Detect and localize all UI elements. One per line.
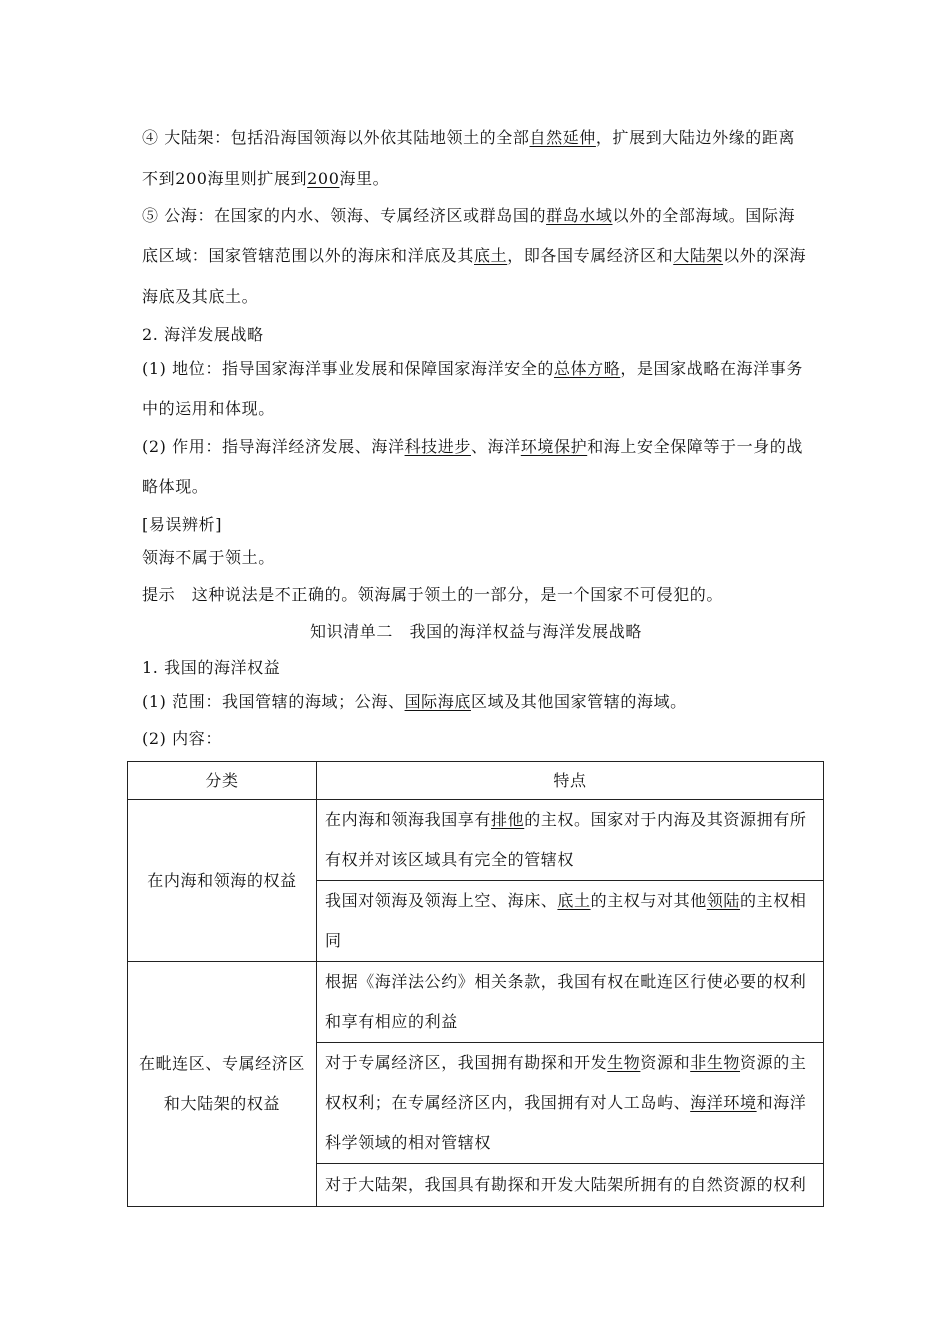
cell-line: 同 (325, 931, 342, 950)
answer-blank: 自然延伸 (529, 128, 596, 147)
mistake-hint: 提示 这种说法是不正确的。领海属于领土的一部分，是一个国家不可侵犯的。 (142, 585, 724, 604)
table-row (128, 962, 824, 1043)
table-header-row (128, 762, 824, 800)
text: 以外的深海 (723, 246, 807, 265)
answer-blank: 国际海底 (404, 692, 471, 711)
answer-blank: 底土 (557, 891, 591, 910)
high-seas-line-3: 海底及其底土。 (142, 287, 259, 306)
row-category: 在内海和领海的权益 (128, 800, 317, 962)
answer-blank: 生物 (607, 1053, 641, 1072)
cell-line (325, 800, 815, 840)
text: 我国对领海及领海上空、海床、 (325, 891, 558, 910)
text: 在内海和领海我国享有 (325, 810, 492, 829)
text: 的主权与对其他 (590, 891, 707, 910)
text: 不到200海里则扩展到 (142, 169, 308, 188)
status-line-2: 中的运用和体现。 (142, 399, 275, 418)
text: ④ 大陆架：包括沿海国领海以外依其陆地领土的全部 (142, 128, 530, 147)
header-features: 特点 (317, 762, 824, 800)
feature-cell (317, 1043, 824, 1164)
text: 海里。 (339, 169, 390, 188)
text: 和海洋 (756, 1093, 807, 1112)
text: 的主权相 (740, 891, 807, 910)
answer-blank: 200 (307, 169, 340, 188)
header-category: 分类 (128, 762, 317, 800)
scope-line (142, 692, 822, 712)
rights-table (127, 761, 824, 1207)
feature-cell (317, 962, 824, 1043)
answer-blank: 大陆架 (673, 246, 724, 265)
text: ，扩展到大陆边外缘的距离 (595, 128, 796, 147)
cell-line: 在毗连区、专属经济区 (138, 1054, 305, 1073)
cell-line: 根据《海洋法公约》相关条款，我国有权在毗连区行使必要的权利 (325, 972, 807, 991)
cell-line: 有权并对该区域具有完全的管辖权 (325, 850, 575, 869)
text: 和海上安全保障等于一身的战 (587, 437, 803, 456)
cell-line: 对于大陆架，我国具有勘探和开发大陆架所拥有的自然资源的权利 (325, 1175, 807, 1194)
text: (1) 地位：指导国家海洋事业发展和保障国家海洋安全的 (142, 359, 554, 378)
answer-blank: 环境保护 (520, 437, 588, 456)
text: 对于专属经济区，我国拥有勘探和开发 (325, 1053, 608, 1072)
cell-line (325, 1043, 815, 1083)
answer-blank: 科技进步 (404, 437, 471, 456)
answer-blank: 排他 (491, 810, 525, 829)
feature-cell (317, 881, 824, 962)
high-seas-line-1 (142, 206, 822, 226)
mistake-statement: 领海不属于领土。 (142, 548, 275, 567)
text: (2) 作用：指导海洋经济发展、海洋 (142, 437, 405, 456)
answer-blank: 领陆 (706, 891, 741, 910)
feature-cell (317, 1164, 824, 1207)
text: 以外的全部海域。国际海 (612, 206, 796, 225)
text: ⑤ 公海：在国家的内水、领海、专属经济区或群岛国的 (142, 206, 547, 225)
status-line-1 (142, 359, 822, 379)
answer-blank: 底土 (474, 246, 508, 265)
section-heading-strategy: 2. 海洋发展战略 (142, 325, 264, 344)
continental-shelf-line-1 (142, 128, 822, 148)
text: ，是国家战略在海洋事务 (620, 359, 803, 378)
text: 的主权。国家对于内海及其资源拥有所 (524, 810, 807, 829)
continental-shelf-line-2 (142, 169, 822, 189)
answer-blank: 非生物 (690, 1053, 741, 1072)
answer-blank: 群岛水域 (546, 206, 613, 225)
row-category (128, 962, 317, 1207)
cell-line: 和享有相应的利益 (325, 1012, 458, 1031)
content-label: (2) 内容： (142, 729, 222, 748)
text: 权权利；在专属经济区内，我国拥有对人工岛屿、 (325, 1093, 691, 1112)
cell-line: 科学领域的相对管辖权 (325, 1133, 492, 1152)
text: 底区域：国家管辖范围以外的海床和洋底及其 (142, 246, 475, 265)
table-row (128, 800, 824, 881)
answer-blank: 海洋环境 (690, 1093, 757, 1112)
high-seas-line-2 (142, 246, 822, 266)
text: 资源和 (640, 1053, 691, 1072)
role-line-1 (142, 437, 822, 457)
section-heading-rights: 1. 我国的海洋权益 (142, 658, 281, 677)
text: (1) 范围：我国管辖的海域；公海、 (142, 692, 405, 711)
text: ，即各国专属经济区和 (507, 246, 674, 265)
answer-blank: 总体方略 (553, 359, 621, 378)
cell-line: 和大陆架的权益 (163, 1094, 281, 1113)
cell-line (325, 1083, 815, 1123)
text: 区域及其他国家管辖的海域。 (470, 692, 687, 711)
mistake-heading: [易误辨析] (142, 515, 223, 534)
cell-line (325, 881, 815, 921)
text: 、海洋 (470, 437, 521, 456)
text: 资源的主 (740, 1053, 807, 1072)
role-line-2: 略体现。 (142, 477, 209, 496)
section-title: 知识清单二 我国的海洋权益与海洋发展战略 (309, 622, 642, 641)
feature-cell (317, 800, 824, 881)
